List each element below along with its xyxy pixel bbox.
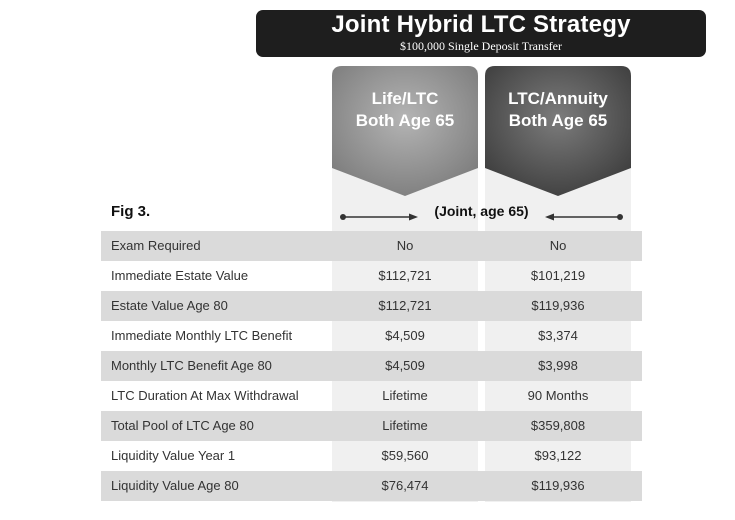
row-value-ltc-annuity: 90 Months	[527, 388, 589, 403]
table-row	[101, 411, 642, 441]
column-header-line1: LTC/Annuity	[508, 89, 608, 108]
column-header-life-ltc	[332, 66, 478, 196]
table-row	[101, 231, 642, 261]
row-value-life-ltc: No	[396, 238, 414, 253]
row-value-ltc-annuity: $3,998	[538, 358, 578, 373]
row-value-ltc-annuity: $359,808	[530, 418, 586, 433]
column-header-ltc-annuity	[485, 66, 631, 196]
table-row	[101, 351, 642, 381]
row-label: Immediate Monthly LTC Benefit	[111, 328, 293, 343]
table-row	[101, 291, 642, 321]
row-label: Exam Required	[111, 238, 201, 253]
title-banner	[256, 10, 706, 57]
table-row	[101, 381, 642, 411]
joint-label: (Joint, age 65)	[434, 203, 529, 219]
row-value-life-ltc: $76,474	[381, 478, 429, 493]
row-label: Total Pool of LTC Age 80	[111, 418, 254, 433]
column-header-line1: Life/LTC	[371, 89, 439, 108]
row-value-life-ltc: $4,509	[385, 328, 425, 343]
figure-label: Fig 3.	[111, 203, 151, 220]
table-row	[101, 321, 642, 351]
banner-subtitle: $100,000 Single Deposit Transfer	[400, 39, 562, 53]
row-label: Immediate Estate Value	[111, 268, 249, 283]
row-label: LTC Duration At Max Withdrawal	[111, 388, 299, 403]
row-value-life-ltc: $4,509	[385, 358, 425, 373]
row-label: Monthly LTC Benefit Age 80	[111, 358, 272, 373]
joint-indicator	[332, 202, 631, 226]
banner-title: Joint Hybrid LTC Strategy	[331, 11, 631, 38]
row-value-ltc-annuity: No	[549, 238, 567, 253]
row-value-life-ltc: $59,560	[381, 448, 429, 463]
row-value-life-ltc: $112,721	[378, 268, 432, 283]
row-label: Liquidity Value Year 1	[111, 448, 236, 463]
row-value-life-ltc: $112,721	[378, 298, 432, 313]
row-value-ltc-annuity: $93,122	[534, 448, 582, 463]
row-value-life-ltc: Lifetime	[382, 418, 428, 433]
row-label: Liquidity Value Age 80	[111, 478, 239, 493]
row-label: Estate Value Age 80	[111, 298, 228, 313]
row-value-life-ltc: Lifetime	[382, 388, 428, 403]
row-value-ltc-annuity: $3,374	[538, 328, 578, 343]
comparison-table	[101, 231, 642, 501]
column-header-line2: Both Age 65	[508, 111, 608, 130]
row-value-ltc-annuity: $119,936	[531, 298, 585, 313]
table-row	[101, 471, 642, 501]
row-value-ltc-annuity: $101,219	[530, 268, 586, 283]
table-row	[101, 261, 642, 291]
table-row	[101, 441, 642, 471]
column-header-line2: Both Age 65	[355, 111, 455, 130]
row-value-ltc-annuity: $119,936	[531, 478, 585, 493]
